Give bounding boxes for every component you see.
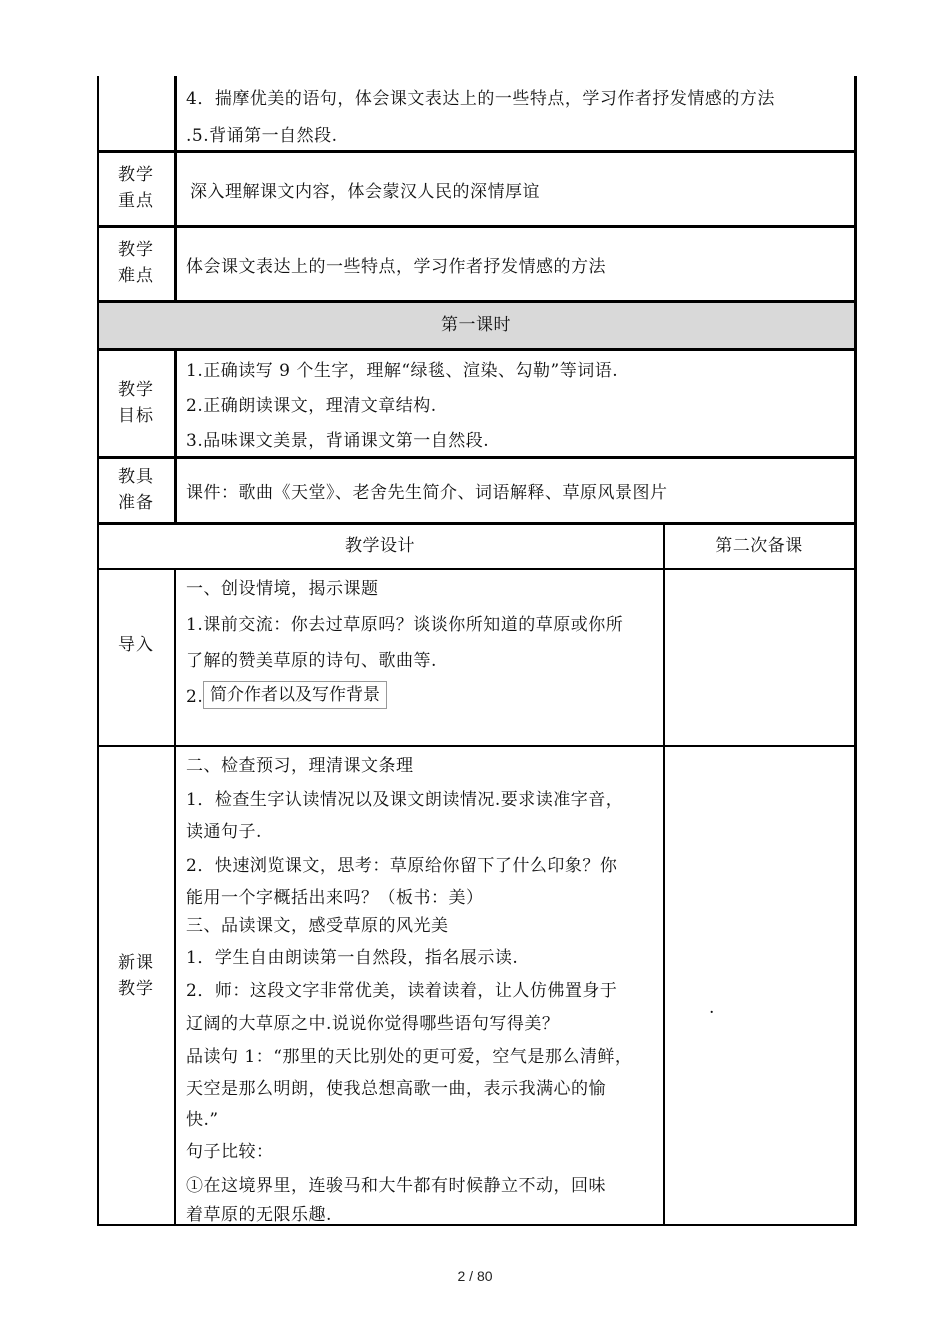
section-title: 第一课时 [441,315,511,335]
label-column-border [174,568,176,1226]
objective-line: .5.背诵第一自然段. [186,126,338,146]
lesson-line: 着草原的无限乐趣. [186,1205,332,1225]
lesson-line: 辽阔的大草原之中.说说你觉得哪些语句写得美？ [186,1014,560,1034]
lesson-line: 三、品读课文，感受草原的风光美 [186,916,449,936]
lesson-line: ①在这境界里，连骏马和大牛都有时候静立不动，回味 [186,1176,606,1196]
goal-item: 2.正确朗读课文，理清文章结构. [186,396,437,416]
design-header-left: 教学设计 [345,536,415,556]
page-number: 2 / 80 [457,1268,493,1284]
objective-line: 4．揣摩优美的语句，体会课文表达上的一些特点，学习作者抒发情感的方法 [186,89,775,109]
materials-label [97,464,175,516]
row-divider [97,745,857,747]
lesson-line: 品读句 1：“那里的天比别处的更可爱，空气是那么清鲜， [186,1047,633,1067]
difficulties-label [97,237,175,289]
lesson-line: 2．快速浏览课文，思考：草原给你留下了什么印象？你 [186,856,618,876]
second-prep-column-border [663,522,665,1226]
intro-line: 了解的赞美草原的诗句、歌曲等. [186,651,437,671]
row-divider [97,456,857,459]
lesson-line: 天空是那么明朗，使我总想高歌一曲，表示我满心的愉 [186,1079,606,1099]
lesson-line: 句子比较： [186,1142,274,1162]
label-line: 难点 [118,266,154,286]
goal-item: 1.正确读写 9 个生字，理解“绿毯、渲染、勾勒”等词语. [186,361,619,381]
intro-label: 导入 [118,635,154,655]
label-line: 准备 [118,493,154,513]
second-prep-mark: . [709,998,715,1018]
lesson-line: 读通句子. [186,822,262,842]
label-line: 教学 [118,979,154,999]
difficulties-text: 体会课文表达上的一些特点，学习作者抒发情感的方法 [186,257,606,277]
key-points-text: 深入理解课文内容，体会蒙汉人民的深情厚谊 [190,182,540,202]
intro-line: 一、创设情境，揭示课题 [186,579,379,599]
row-divider [97,300,857,303]
goals-label [97,377,175,429]
row-divider [97,522,857,525]
row-divider [97,225,857,228]
lesson-line: 1．检查生字认读情况以及课文朗读情况.要求读准字音， [186,790,624,810]
new-lesson-label [97,950,175,1002]
label-line: 教学 [118,165,154,185]
label-line: 新课 [118,953,154,973]
intro-line: 1.课前交流：你去过草原吗？谈谈你所知道的草原或你所 [186,615,624,635]
table-right-border [854,76,857,1226]
label-line: 教学 [118,240,154,260]
goal-item: 3.品味课文美景，背诵课文第一自然段. [186,431,490,451]
label-line: 重点 [118,191,154,211]
lesson-line: 能用一个字概括出来吗？（板书：美） [186,888,484,908]
key-points-label [97,162,175,214]
row-divider [97,150,857,153]
design-header-right: 第二次备课 [715,536,803,556]
label-line: 教具 [118,467,154,487]
label-line: 教学 [118,380,154,400]
intro-boxed-text: 简介作者以及写作背景 [203,681,387,709]
lesson-line: 2．师：这段文字非常优美，读着读着，让人仿佛置身于 [186,981,618,1001]
row-divider [97,568,857,570]
lesson-line: 二、检查预习，理清课文条理 [186,756,414,776]
label-line: 目标 [118,406,154,426]
materials-text: 课件：歌曲《天堂》、老舍先生简介、词语解释、草原风景图片 [186,483,668,503]
lesson-line: 快.” [186,1110,219,1130]
row-divider [97,348,857,351]
lesson-line: 1．学生自由朗读第一自然段，指名展示读. [186,948,519,968]
intro-line: 2. [186,687,204,707]
